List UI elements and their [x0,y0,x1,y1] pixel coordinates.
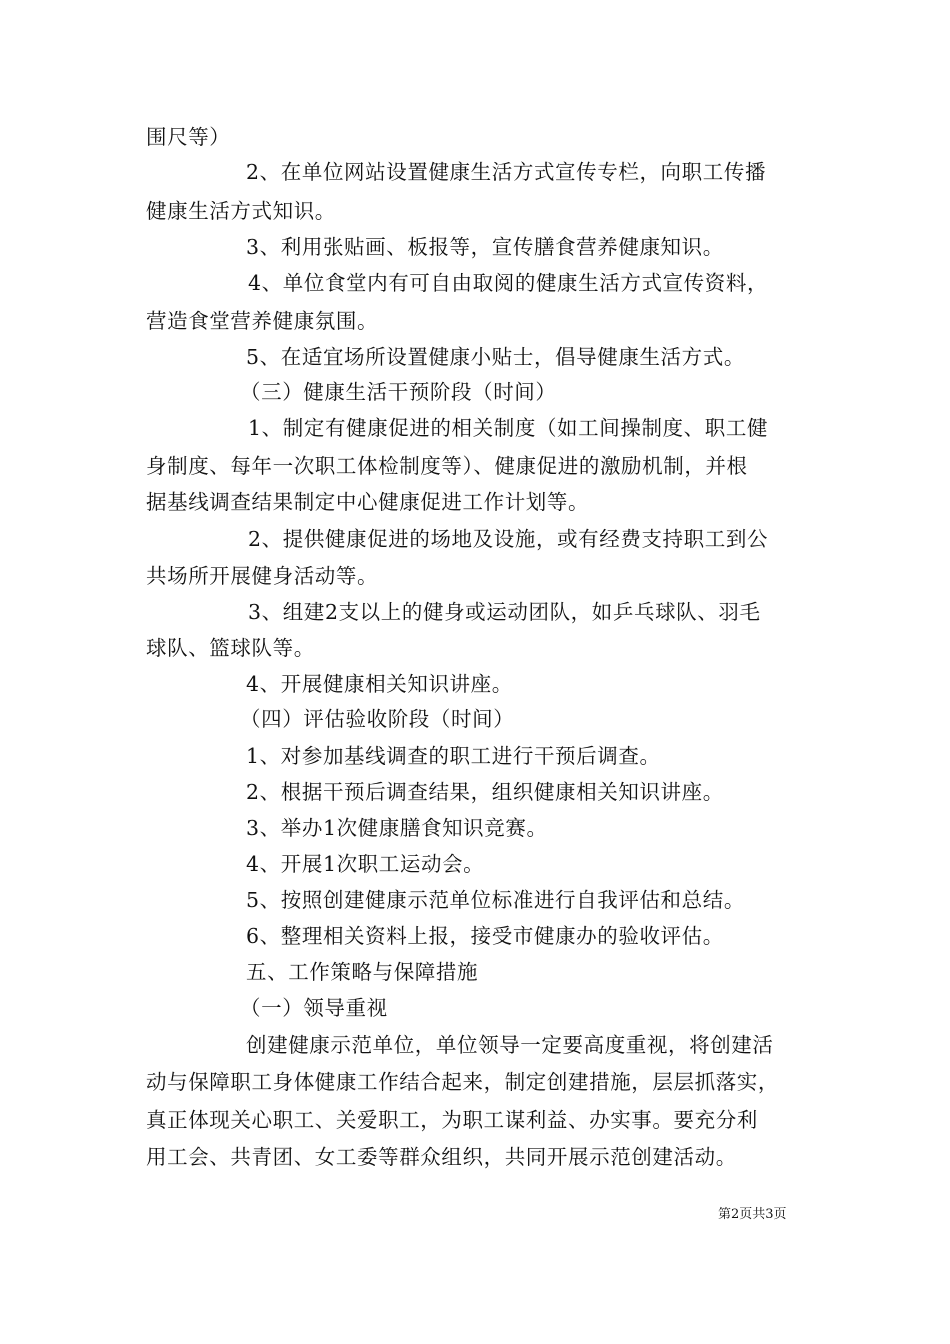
text-line: 3、利用张贴画、板报等，宣传膳食营养健康知识。 [246,235,724,259]
text-line: 3、举办1次健康膳食知识竞赛。 [246,816,548,840]
text-line: 共场所开展健身活动等。 [146,564,379,588]
text-line: 5、按照创建健康示范单位标准进行自我评估和总结。 [246,888,745,912]
text-line: 动与保障职工身体健康工作结合起来，制定创建措施，层层抓落实， [146,1070,779,1094]
text-line: 健康生活方式知识。 [146,199,336,223]
text-line: 身制度、每年一次职工体检制度等）、健康促进的激励机制，并根 [146,454,748,478]
text-line: 6、整理相关资料上报，接受市健康办的验收评估。 [246,924,724,948]
text-line: 球队、篮球队等。 [146,636,315,660]
text-line: 1、对参加基线调查的职工进行干预后调查。 [246,744,661,768]
text-line: 2、提供健康促进的场地及设施，或有经费支持职工到公 [248,527,769,551]
text-line: 4、开展健康相关知识讲座。 [246,672,513,696]
text-line: 1、制定有健康促进的相关制度（如工间操制度、职工健 [248,416,769,440]
page-number: 第2页共3页 [718,1207,787,1222]
section-heading: 五、工作策略与保障措施 [246,960,479,984]
section-heading: （四）评估验收阶段（时间） [240,707,515,731]
text-line: 据基线调查结果制定中心健康促进工作计划等。 [146,490,590,514]
section-heading: （一）领导重视 [240,996,388,1020]
text-line: 2、根据干预后调查结果，组织健康相关知识讲座。 [246,780,724,804]
text-line: 营造食堂营养健康氛围。 [146,309,379,333]
text-line: 5、在适宜场所设置健康小贴士，倡导健康生活方式。 [246,345,745,369]
text-line: 4、开展1次职工运动会。 [246,852,485,876]
text-line: 3、组建2支以上的健身或运动团队，如乒乓球队、羽毛 [248,600,761,624]
text-line: 用工会、共青团、女工委等群众组织，共同开展示范创建活动。 [146,1145,737,1169]
text-line: 4、单位食堂内有可自由取阅的健康生活方式宣传资料， [248,271,769,295]
text-line: 2、在单位网站设置健康生活方式宣传专栏，向职工传播 [246,160,767,184]
text-line: 围尺等） [146,125,231,149]
section-heading: （三）健康生活干预阶段（时间） [240,380,557,404]
text-line: 真正体现关心职工、关爱职工，为职工谋利益、办实事。要充分利 [146,1108,758,1132]
text-line: 创建健康示范单位，单位领导一定要高度重视，将创建活 [246,1033,774,1057]
